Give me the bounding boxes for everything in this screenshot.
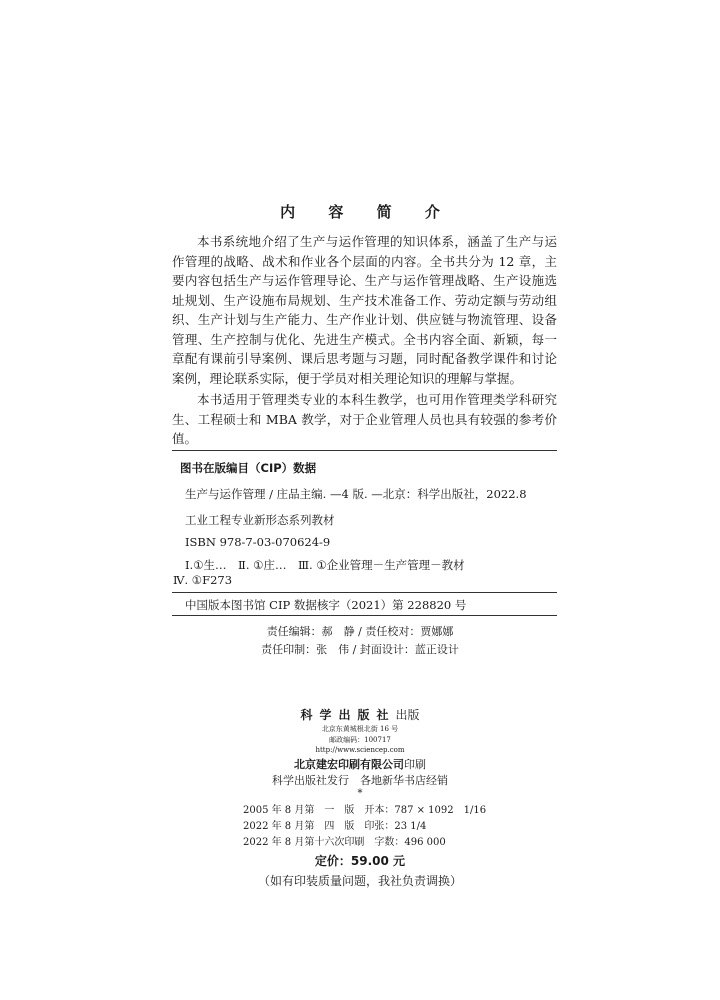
cip-line-number: 中国版本图书馆 CIP 数据核字（2021）第 228820 号 (185, 598, 467, 612)
cip-line-isbn: ISBN 978-7-03-070624-9 (185, 535, 331, 549)
separator-star: * (357, 788, 363, 799)
cip-bottom-rule (172, 615, 557, 616)
intro-paragraph-1: 本书系统地介绍了生产与运作管理的知识体系，涵盖了生产与运作管理的战略、战术和作业各个层面的内容。全书共分为 12 章，主要内容包括生产与运作管理导论、生产与运作管理战略、生产设施选址规划、生产设施布局规划、生产技术准备工作、劳动定额与劳动组织、生产计划与生产能力、生产作业计划、供应链与物流管理、设备管理、生产控制与优化、先进生产模式。全书内容全面、新颖，每一章配有课前引导案例、课后思考题与习题，同时配备教学课件和讨论案例，理论联系实际，便于学员对相关理论知识的理解与掌握。 (172, 234, 557, 386)
edition-info (243, 803, 486, 851)
publisher-suffix: 出版 (395, 708, 420, 722)
intro-section (172, 232, 557, 449)
credits-line-1: 责任编辑：郝 静 / 责任校对：贾娜娜 (266, 625, 454, 638)
page-heading: 内 容 简 介 (280, 203, 454, 221)
cip-top-rule (172, 450, 557, 451)
cip-line-title: 生产与运作管理 / 庄品主编. —4 版. —北京：科学出版社，2022.8 (185, 487, 527, 501)
price: 定价：59.00 元 (314, 854, 406, 868)
publisher-logo: 科学出版社 (300, 708, 396, 722)
printer-suffix: 印刷 (404, 758, 426, 771)
edition-line-3: 2022 年 8 月第十六次印刷 字数：496 000 (243, 837, 446, 848)
cip-line-classification-2: Ⅳ. ①F273 (173, 573, 233, 587)
cip-line-series: 工业工程专业新形态系列教材 (185, 513, 335, 527)
cip-line-classification: Ⅰ.①生… Ⅱ. ①庄… Ⅲ. ①企业管理－生产管理－教材 (185, 558, 465, 572)
cip-mid-rule (172, 592, 557, 593)
credits-line-2: 责任印制：张 伟 / 封面设计：蓝正设计 (261, 643, 459, 656)
printer-logo: 北京建宏印刷有限公司 (294, 758, 404, 771)
publisher-address: 北京东黄城根北街 16 号 (321, 725, 399, 733)
edition-line-2: 2022 年 8 月第 四 版 印张：23 1/4 (243, 821, 427, 832)
printer-line (0, 756, 720, 772)
publisher-postcode: 邮政编码：100717 (329, 736, 391, 744)
intro-paragraph-2: 本书适用于管理类专业的本科生教学，也可用作管理类学科研究生、工程硕士和 MBA 教学，对于企业管理人员也具有较强的参考价值。 (172, 392, 557, 446)
quality-notice: （如有印装质量问题，我社负责调换） (257, 874, 462, 888)
cip-title: 图书在版编目（CIP）数据 (180, 461, 317, 475)
publisher-url: http://www.sciencep.com (315, 746, 405, 754)
distribution-line: 科学出版社发行 各地新华书店经销 (272, 774, 448, 787)
publisher-line (0, 706, 720, 723)
edition-line-1: 2005 年 8 月第 一 版 开本：787 × 1092 1/16 (243, 805, 487, 816)
